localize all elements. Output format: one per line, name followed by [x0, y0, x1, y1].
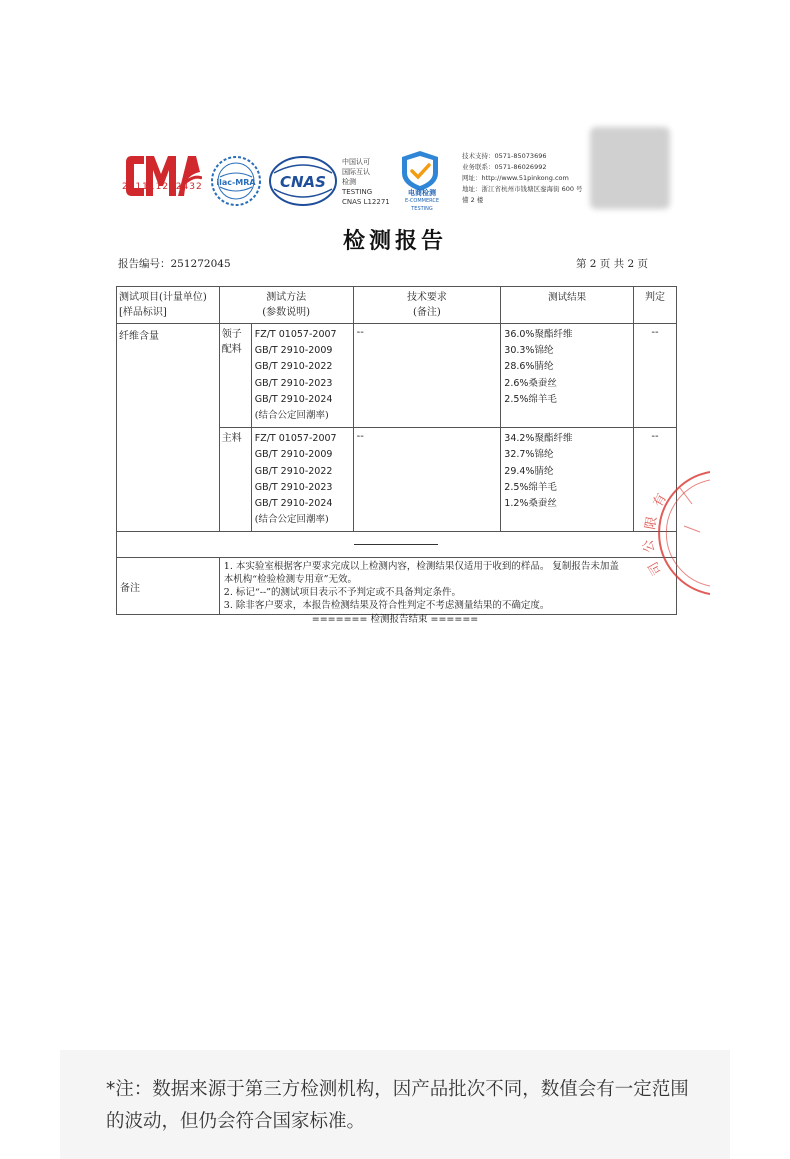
short-divider-line: [354, 544, 438, 545]
svg-text:有: 有: [650, 491, 670, 510]
cert-line: CNAS L12271: [342, 198, 390, 206]
ec-label-cn: 电商检测: [408, 189, 436, 197]
contact-line: 地址：浙江省杭州市钱塘区銮海街 600 号: [462, 185, 583, 193]
header-method-line: 测试方法: [266, 292, 307, 303]
note-line: 本机构“检验检测专用章”无效。: [223, 574, 358, 586]
blank-divider-row: [117, 532, 677, 558]
table-row: [117, 324, 677, 428]
result-pct: 28.6%: [504, 361, 535, 373]
cert-line: 中国认可: [342, 158, 370, 166]
page-number: 第 2 页 共 2 页: [575, 258, 648, 270]
header-item: [117, 287, 220, 324]
result-pct: 2.5%: [504, 393, 529, 405]
ec-label-en: E-COMMERCE TESTING: [404, 198, 440, 212]
note-line: 3. 除非客户要求，本报告检测结果及符合性判定不考虑测量结果的不确定度。: [223, 600, 550, 612]
result-list: [501, 428, 634, 532]
result-fiber: 聚酯纤维: [534, 329, 573, 340]
ilac-mra-logo-icon: [210, 155, 262, 207]
result-fiber: 锦纶: [534, 345, 554, 357]
ilac-text: ilac-MRA: [216, 178, 256, 187]
cert-line: TESTING: [342, 188, 373, 196]
result-line: [504, 464, 630, 480]
header-requirement-line: 技术要求: [406, 292, 447, 303]
method-note: (结合公定回潮率): [254, 514, 329, 526]
contact-line: 技术支持：0571-85073696: [462, 152, 547, 160]
result-fiber: 腈纶: [534, 465, 554, 477]
method-line: GB/T 2910-2022: [254, 465, 333, 477]
blurred-qr-code: [590, 127, 670, 209]
judgement: --: [634, 428, 677, 532]
result-pct: 1.2%: [504, 498, 529, 510]
footer-note-box: [60, 1050, 730, 1159]
result-line: [504, 359, 630, 375]
result-pct: 34.2%: [504, 433, 535, 445]
note-line: 1. 本实验室根据客户要求完成以上检测内容，检测结果仅适用于收到的样品。 复制报告未加盖: [223, 561, 619, 573]
blank-divider-cell: [117, 532, 677, 558]
result-pct: 2.5%: [504, 481, 529, 493]
svg-text:公: 公: [640, 538, 658, 554]
requirement: --: [353, 428, 501, 532]
header-method: [219, 287, 353, 324]
result-fiber: 腈纶: [534, 361, 554, 373]
result-line: [504, 496, 630, 512]
judgement: --: [634, 324, 677, 428]
result-list: [501, 324, 634, 428]
method-list: [251, 324, 353, 428]
result-line: [504, 376, 630, 392]
ecommerce-testing-label: [395, 189, 449, 213]
official-seal-stamp-icon: [640, 468, 710, 598]
notes-label: 备注: [117, 558, 220, 615]
result-line: [504, 480, 630, 496]
report-title: 检测报告: [342, 228, 447, 254]
table-header-row: [117, 287, 677, 324]
header-item-line: 测试项目(计量单位): [119, 292, 207, 303]
svg-text:限: 限: [643, 515, 661, 531]
cma-number: 241111262432: [122, 182, 203, 192]
contact-line: 业务联系：0571-86026992: [462, 163, 547, 171]
lab-contact-info: [462, 151, 583, 206]
report-end-line: ======= 检测报告结束 ======: [311, 614, 479, 625]
result-line: [504, 343, 630, 359]
method-line: GB/T 2910-2023: [254, 377, 333, 389]
sample-part: 领子配料: [219, 324, 251, 428]
method-line: GB/T 2910-2024: [254, 498, 333, 510]
contact-line: 网址：http://www.51pinkong.com: [462, 174, 569, 182]
header-item-line: [样品标识]: [119, 307, 167, 318]
result-pct: 29.4%: [504, 465, 535, 477]
result-line: [504, 392, 630, 408]
result-fiber: 桑蚕丝: [528, 498, 557, 510]
header-method-line: (参数说明): [262, 307, 311, 318]
method-note: (结合公定回潮率): [254, 410, 329, 422]
method-line: GB/T 2910-2009: [254, 345, 333, 357]
method-line: FZ/T 01057-2007: [254, 433, 337, 445]
svg-text:司: 司: [645, 558, 666, 578]
note-line: 2. 标记“--”的测试项目表示不予判定或不具备判定条件。: [223, 587, 462, 599]
result-pct: 2.6%: [504, 377, 529, 389]
header-result: 测试结果: [501, 287, 634, 324]
cnas-cert-text: [342, 157, 390, 207]
result-fiber: 桑蚕丝: [528, 377, 557, 389]
cnas-text: CNAS: [280, 173, 326, 191]
item-name: 纤维含量: [117, 324, 220, 532]
cert-line: 国际互认: [342, 168, 370, 176]
method-list: [251, 428, 353, 532]
method-line: GB/T 2910-2009: [254, 449, 333, 461]
method-line: FZ/T 01057-2007: [254, 329, 337, 340]
method-line: GB/T 2910-2023: [254, 481, 333, 493]
cert-line: 检测: [342, 178, 356, 186]
method-line: GB/T 2910-2024: [254, 393, 333, 405]
header-judgement: 判定: [634, 287, 677, 324]
result-fiber: 锦纶: [534, 449, 554, 461]
requirement: --: [353, 324, 501, 428]
notes-row: [117, 558, 677, 615]
result-fiber: 绵羊毛: [528, 481, 557, 493]
notes-content: [219, 558, 676, 615]
sample-part: 主料: [219, 428, 251, 532]
test-results-table: [116, 286, 677, 615]
method-line: GB/T 2910-2022: [254, 361, 333, 373]
result-line: [504, 431, 630, 447]
header-requirement-line: (备注): [413, 307, 441, 318]
result-fiber: 绵羊毛: [528, 393, 557, 405]
report-number: 报告编号：251272045: [118, 258, 231, 270]
result-pct: 36.0%: [504, 329, 535, 340]
report-header: [120, 135, 680, 215]
result-pct: 32.7%: [504, 449, 535, 461]
result-line: [504, 327, 630, 343]
contact-line: 懂 2 楼: [462, 196, 484, 204]
result-fiber: 聚酯纤维: [534, 433, 573, 445]
result-line: [504, 447, 630, 463]
footer-note-text: *注：数据来源于第三方检测机构，因产品批次不同，数值会有一定范围的波动，但仍会符合国家标准。: [106, 1079, 689, 1132]
header-requirement: [353, 287, 501, 324]
result-pct: 30.3%: [504, 345, 535, 357]
cnas-logo-icon: [268, 155, 338, 207]
